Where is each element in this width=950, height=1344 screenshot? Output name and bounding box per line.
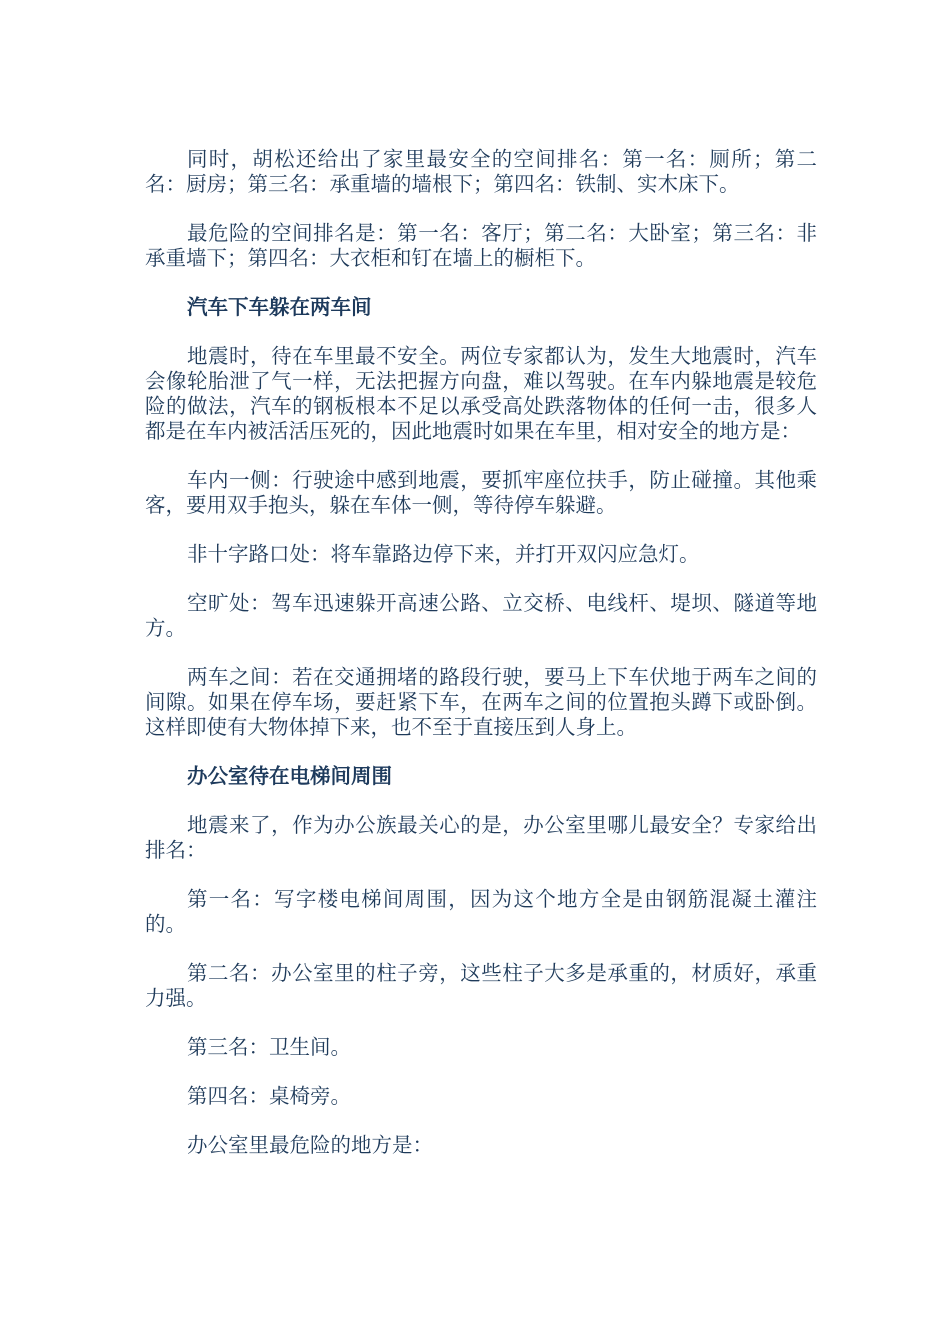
paragraph: 空旷处：驾车迅速躲开高速公路、立交桥、电线杆、堤坝、隧道等地方。 <box>145 591 817 640</box>
paragraph: 两车之间：若在交通拥堵的路段行驶，要马上下车伏地于两车之间的间隙。如果在停车场，要赶紧下车，在两车之间的位置抱头蹲下或卧倒。这样即使有大物体掉下来，也不至于直接压到人身上。 <box>145 665 817 739</box>
paragraph: 同时，胡松还给出了家里最安全的空间排名：第一名：厕所；第二名：厨房；第三名：承重墙的墙根下；第四名：铁制、实木床下。 <box>145 147 817 196</box>
paragraph: 第二名：办公室里的柱子旁，这些柱子大多是承重的，材质好，承重力强。 <box>145 961 817 1010</box>
paragraph: 最危险的空间排名是：第一名：客厅；第二名：大卧室；第三名：非承重墙下；第四名：大衣柜和钉在墙上的橱柜下。 <box>145 221 817 270</box>
paragraph: 地震来了，作为办公族最关心的是，办公室里哪儿最安全？专家给出排名： <box>145 813 817 862</box>
paragraph: 车内一侧：行驶途中感到地震，要抓牢座位扶手，防止碰撞。其他乘客，要用双手抱头，躲在车体一侧，等待停车躲避。 <box>145 468 817 517</box>
paragraph: 地震时，待在车里最不安全。两位专家都认为，发生大地震时，汽车会像轮胎泄了气一样，无法把握方向盘，难以驾驶。在车内躲地震是较危险的做法，汽车的钢板根本不足以承受高处跌落物体的任何一击，很多人都是在车内被活活压死的，因此地震时如果在车里，相对安全的地方是： <box>145 344 817 443</box>
paragraph: 第三名：卫生间。 <box>187 1035 351 1059</box>
paragraph: 第四名：桌椅旁。 <box>187 1084 351 1108</box>
paragraph: 办公室里最危险的地方是： <box>187 1133 433 1157</box>
paragraph: 第一名：写字楼电梯间周围，因为这个地方全是由钢筋混凝土灌注的。 <box>145 887 817 936</box>
document-page <box>145 147 817 1182</box>
paragraph: 非十字路口处：将车靠路边停下来，并打开双闪应急灯。 <box>187 542 700 566</box>
section-heading: 办公室待在电梯间周围 <box>187 764 392 788</box>
section-heading: 汽车下车躲在两车间 <box>187 295 372 319</box>
